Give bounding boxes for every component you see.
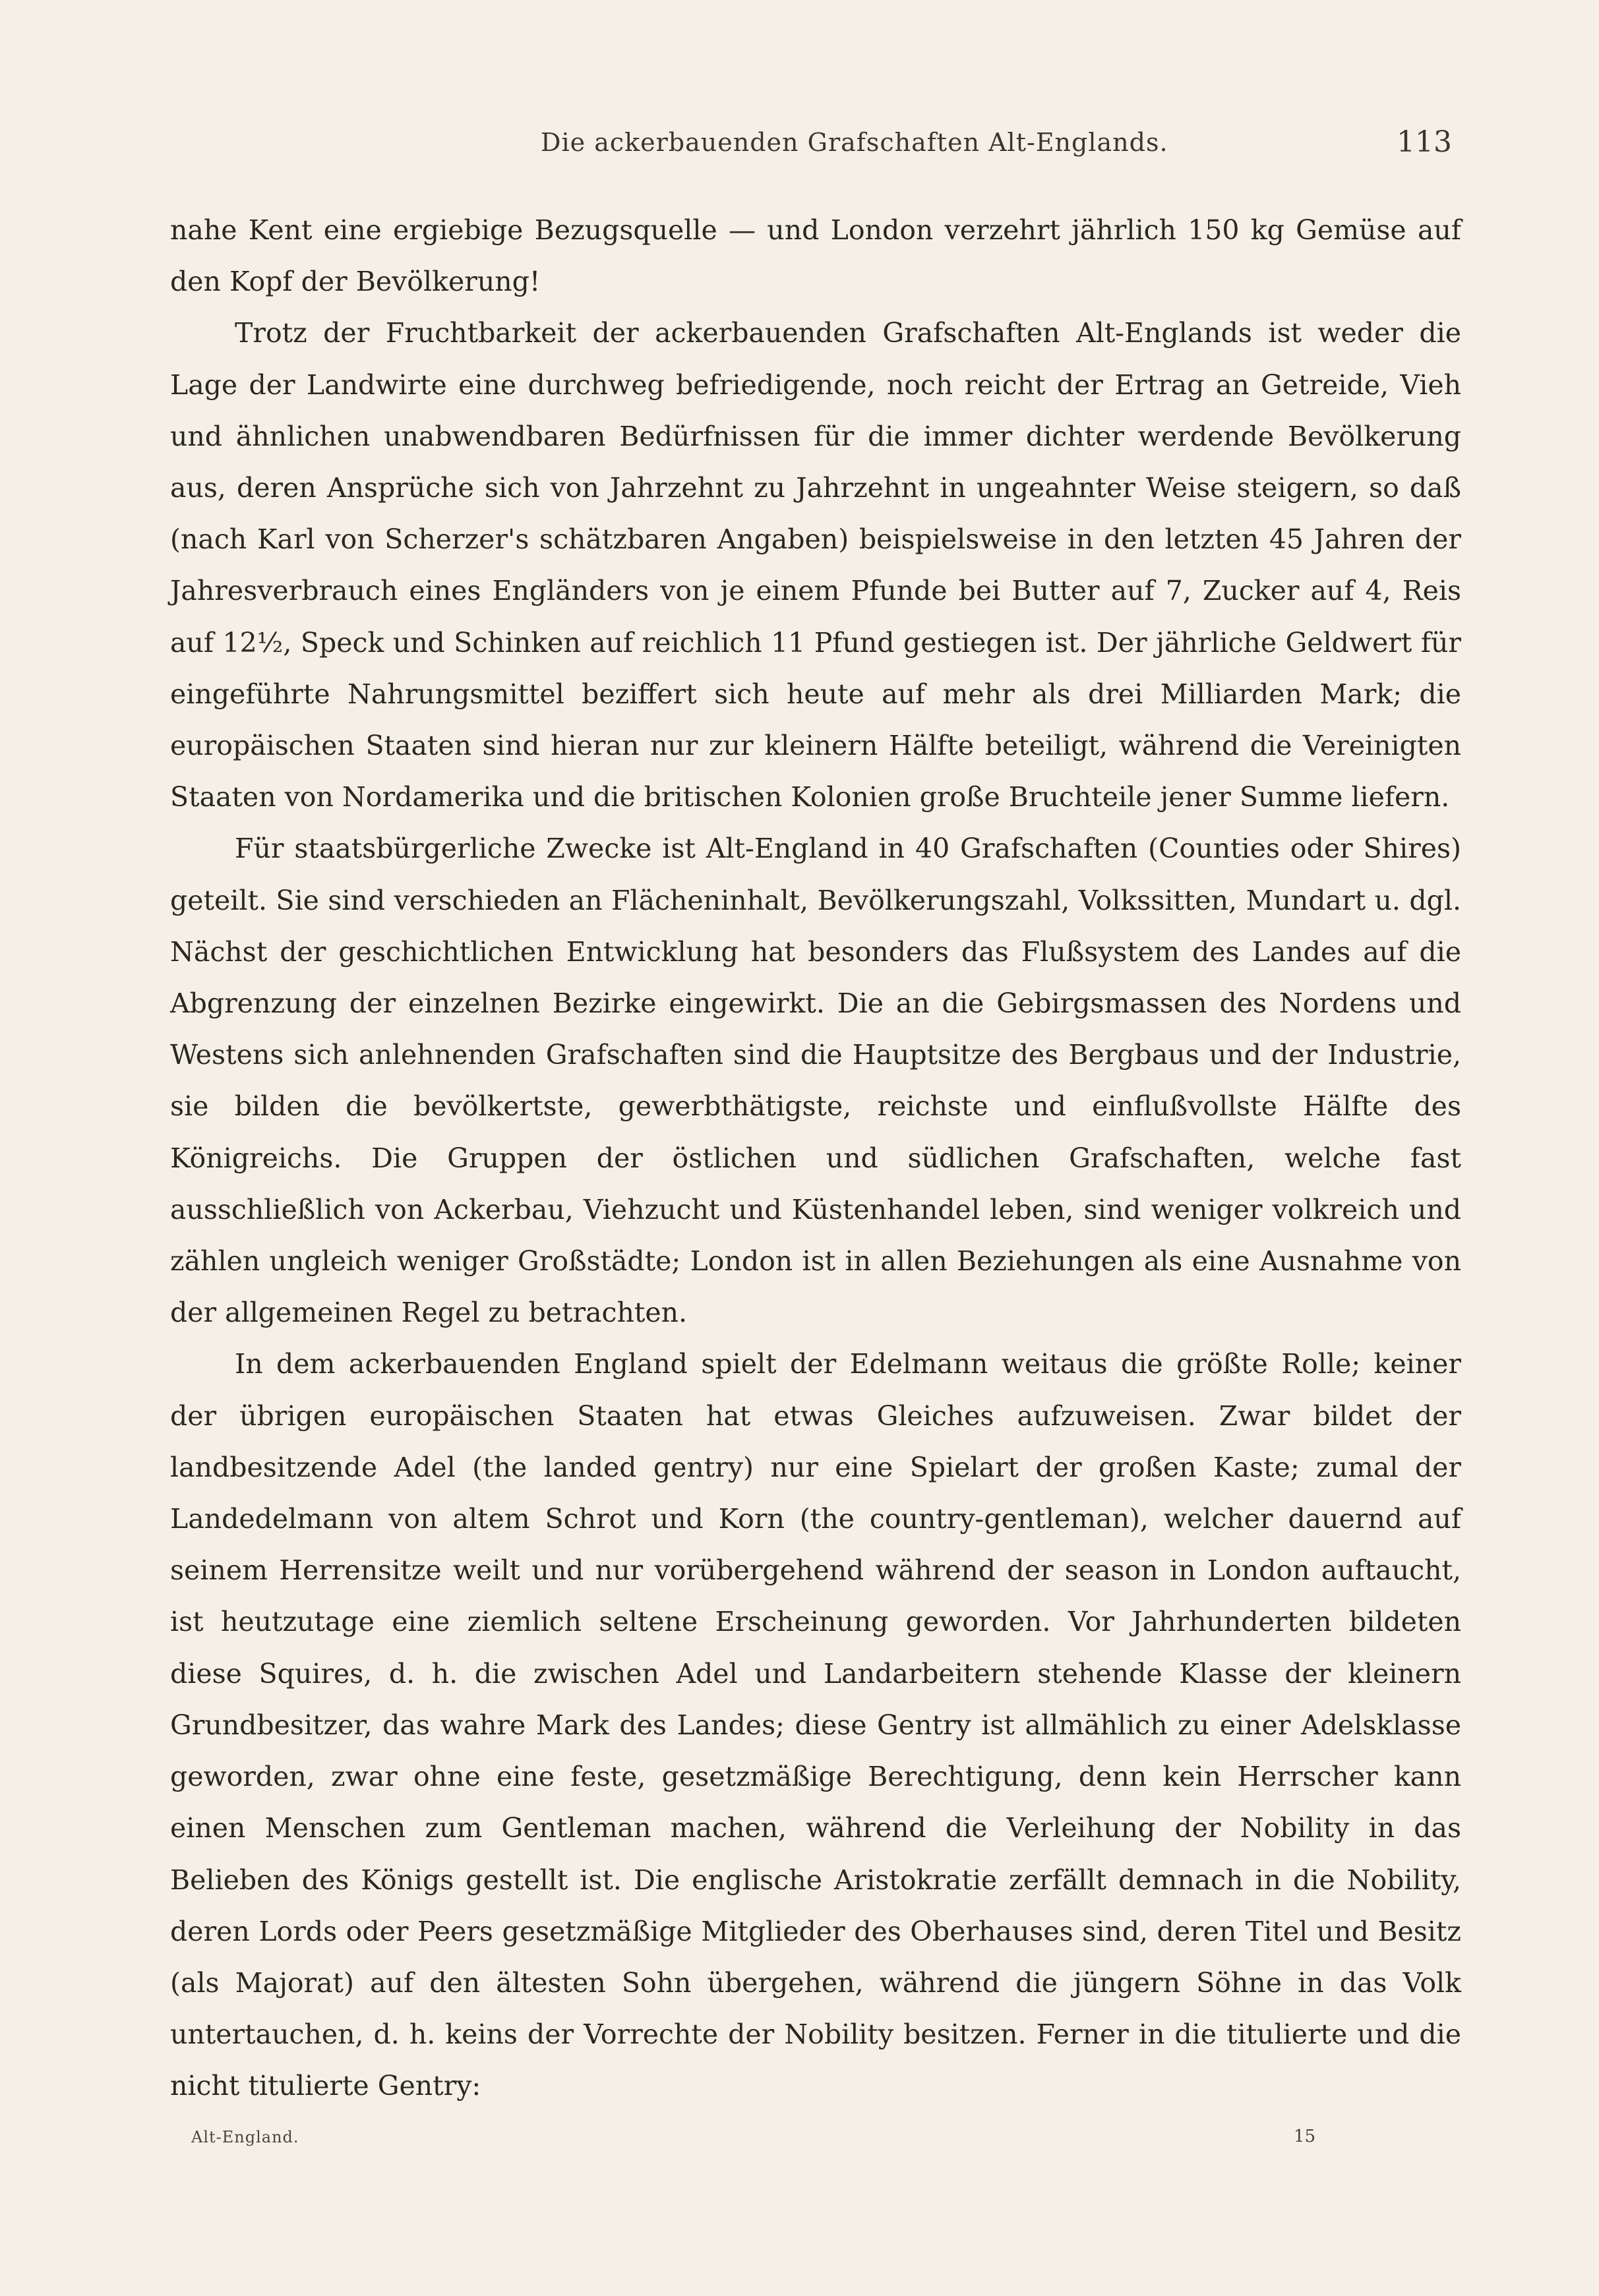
paragraph-trade: Trotz der Fruchtbarkeit der ackerbauenden Grafschaften Alt-Englands ist weder die Lage der Landwirte eine durchweg befriedigende, noch reicht der Ertrag an Getreide, Vieh und ähnlichen unabwendbaren Bedürfnissen für die immer dichter werdende Bevölkerung aus, deren Ansprüche sich von Jahrzehnt zu Jahrzehnt in ungeahnter Weise steigern, so daß (nach Karl von Scherzer's schätzbaren Angaben) beispielsweise in den letzten 45 Jahren der Jahresverbrauch eines Engländers von je einem Pfunde bei Butter auf 7, Zucker auf 4, Reis auf 12½, Speck und Schinken auf reichlich 11 Pfund gestiegen ist. Der jährliche Geldwert für eingeführte Nahrungsmittel beziffert sich heute auf mehr als drei Milliarden Mark; die europäischen Staaten sind hieran nur zur kleinern Hälfte beteiligt, während die Vereinigten Staaten von Nordamerika und die britischen Kolonien große Bruchteile jener Summe liefern. xyxy=(170,317,1461,813)
paragraph-gentry: In dem ackerbauenden England spielt der Edelmann weitaus die größte Rolle; keiner der übrigen europäischen Staaten hat etwas Gleiches aufzuweisen. Zwar bildet der landbesitzende Adel (the landed gentry) nur eine Spielart der großen Kaste; zumal der Landedelmann von altem Schrot und Korn (the country-gentleman), welcher dauernd auf seinem Herrensitze weilt und nur vorübergehend während der season in London auftaucht, ist heutzutage eine ziemlich seltene Erscheinung geworden. Vor Jahrhunderten bildeten diese Squires, d. h. die zwischen Adel und Landarbeitern stehende Klasse der kleinern Grundbesitzer, das wahre Mark des Landes; diese Gentry ist allmählich zu einer Adelsklasse geworden, zwar ohne eine feste, gesetzmäßige Berechtigung, denn kein Herrscher kann einen Menschen zum Gentleman machen, während die Verleihung der Nobility in das Belieben des Königs gestellt ist. Die englische Aristokratie zerfällt demnach in die Nobility, deren Lords oder Peers gesetzmäßige Mitglieder des Oberhauses sind, deren Titel und Besitz (als Majorat) auf den ältesten Sohn übergehen, während die jüngern Söhne in das Volk untertauchen, d. h. keins der Vorrechte der Nobility besitzen. Ferner in die titulierte und die nicht titulierte Gentry: xyxy=(170,1348,1461,2102)
paragraph-counties: Für staatsbürgerliche Zwecke ist Alt-England in 40 Grafschaften (Counties oder Shires) geteilt. Sie sind verschieden an Flächeninhalt, Bevölkerungszahl, Volkssitten, Mundart u. dgl. Nächst der geschichtlichen Entwicklung hat besonders das Flußsystem des Landes auf die Abgrenzung der einzelnen Bezirke eingewirkt. Die an die Gebirgsmassen des Nordens und Westens sich anlehnenden Grafschaften sind die Hauptsitze des Bergbaus und der Industrie, sie bilden die bevölkertste, gewerbthätigste, reichste und einflußvollste Hälfte des Königreichs. Die Gruppen der östlichen und südlichen Grafschaften, welche fast ausschließlich von Ackerbau, Viehzucht und Küstenhandel leben, sind weniger volkreich und zählen ungleich weniger Großstädte; London ist in allen Beziehungen als eine Ausnahme von der allgemeinen Regel zu betrachten. xyxy=(170,833,1461,1329)
running-head-title: Die ackerbauenden Grafschaften Alt-Englands. xyxy=(541,128,1168,157)
body-text xyxy=(170,204,1461,2112)
page-number: 113 xyxy=(1397,125,1452,159)
paragraph-continuation: nahe Kent eine ergiebige Bezugsquelle — und London verzehrt jährlich 150 kg Gemüse auf den Kopf der Bevölkerung! xyxy=(170,214,1461,298)
footer-sheet-number: 15 xyxy=(1294,2127,1316,2146)
footer-signature-title: Alt-England. xyxy=(191,2128,299,2146)
